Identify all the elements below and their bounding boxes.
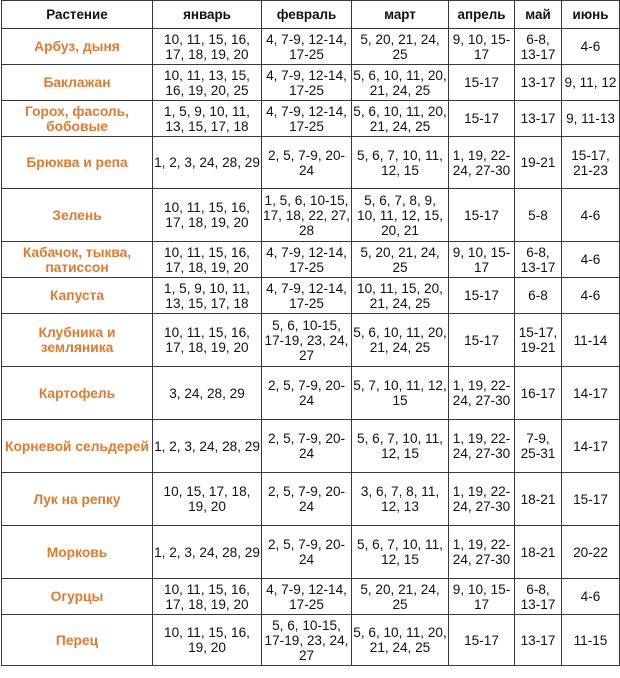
dates-cell-feb: 2, 5, 7-9, 20-24 bbox=[262, 420, 352, 473]
dates-cell-may: 6-8, 13-17 bbox=[515, 579, 562, 615]
dates-cell-mar: 5, 6, 10, 11, 20, 21, 24, 25 bbox=[352, 615, 449, 666]
dates-cell-feb: 5, 6, 10-15, 17-19, 23, 24, 27 bbox=[262, 314, 352, 367]
dates-cell-may: 18-21 bbox=[515, 473, 562, 526]
dates-cell-feb: 4, 7-9, 12-14, 17-25 bbox=[262, 242, 352, 278]
dates-cell-jun: 14-17 bbox=[562, 367, 620, 420]
table-row bbox=[2, 242, 620, 278]
plant-name-cell: Брюква и репа bbox=[2, 137, 153, 189]
header-april: апрель bbox=[449, 1, 515, 29]
dates-cell-mar: 5, 6, 7, 10, 11, 12, 15 bbox=[352, 420, 449, 473]
header-plant: Растение bbox=[2, 1, 153, 29]
dates-cell-jan: 1, 2, 3, 24, 28, 29 bbox=[153, 420, 262, 473]
dates-cell-apr: 15-17 bbox=[449, 65, 515, 101]
dates-cell-jun: 4-6 bbox=[562, 579, 620, 615]
plant-name-cell: Горох, фасоль, бобовые bbox=[2, 101, 153, 137]
dates-cell-apr: 15-17 bbox=[449, 189, 515, 242]
dates-cell-jun: 11-15 bbox=[562, 615, 620, 666]
dates-cell-apr: 15-17 bbox=[449, 278, 515, 314]
dates-cell-feb: 2, 5, 7-9, 20-24 bbox=[262, 367, 352, 420]
dates-cell-apr: 15-17 bbox=[449, 314, 515, 367]
sowing-calendar-table bbox=[1, 0, 620, 666]
dates-cell-mar: 5, 20, 21, 24, 25 bbox=[352, 29, 449, 65]
dates-cell-mar: 5, 20, 21, 24, 25 bbox=[352, 242, 449, 278]
table-row bbox=[2, 137, 620, 189]
header-row bbox=[2, 1, 620, 29]
dates-cell-jun: 11-14 bbox=[562, 314, 620, 367]
dates-cell-feb: 2, 5, 7-9, 20-24 bbox=[262, 526, 352, 579]
dates-cell-mar: 5, 6, 10, 11, 20, 21, 24, 25 bbox=[352, 65, 449, 101]
dates-cell-apr: 9, 10, 15-17 bbox=[449, 29, 515, 65]
dates-cell-apr: 1, 19, 22-24, 27-30 bbox=[449, 473, 515, 526]
dates-cell-jun: 9, 11, 12 bbox=[562, 65, 620, 101]
table-row bbox=[2, 579, 620, 615]
dates-cell-mar: 10, 11, 15, 20, 21, 24, 25 bbox=[352, 278, 449, 314]
header-january: январь bbox=[153, 1, 262, 29]
plant-name-cell: Кабачок, тыква, патиссон bbox=[2, 242, 153, 278]
dates-cell-feb: 2, 5, 7-9, 20-24 bbox=[262, 473, 352, 526]
dates-cell-mar: 5, 20, 21, 24, 25 bbox=[352, 579, 449, 615]
dates-cell-may: 18-21 bbox=[515, 526, 562, 579]
dates-cell-jan: 10, 11, 15, 16, 17, 18, 19, 20 bbox=[153, 29, 262, 65]
dates-cell-apr: 9, 10, 15-17 bbox=[449, 579, 515, 615]
table-row bbox=[2, 189, 620, 242]
dates-cell-may: 6-8 bbox=[515, 278, 562, 314]
dates-cell-jan: 1, 2, 3, 24, 28, 29 bbox=[153, 137, 262, 189]
header-march: март bbox=[352, 1, 449, 29]
dates-cell-jun: 4-6 bbox=[562, 242, 620, 278]
dates-cell-may: 16-17 bbox=[515, 367, 562, 420]
dates-cell-jan: 10, 11, 15, 16, 17, 18, 19, 20 bbox=[153, 189, 262, 242]
dates-cell-mar: 5, 6, 7, 8, 9, 10, 11, 12, 15, 20, 21 bbox=[352, 189, 449, 242]
dates-cell-may: 13-17 bbox=[515, 65, 562, 101]
dates-cell-jan: 10, 11, 15, 16, 17, 18, 19, 20 bbox=[153, 242, 262, 278]
dates-cell-feb: 5, 6, 10-15, 17-19, 23, 24, 27 bbox=[262, 615, 352, 666]
dates-cell-jun: 4-6 bbox=[562, 189, 620, 242]
dates-cell-jun: 20-22 bbox=[562, 526, 620, 579]
table-row bbox=[2, 65, 620, 101]
dates-cell-jun: 15-17, 21-23 bbox=[562, 137, 620, 189]
dates-cell-feb: 4, 7-9, 12-14, 17-25 bbox=[262, 579, 352, 615]
dates-cell-apr: 9, 10, 15-17 bbox=[449, 242, 515, 278]
dates-cell-mar: 5, 6, 7, 10, 11, 12, 15 bbox=[352, 137, 449, 189]
dates-cell-apr: 1, 19, 22-24, 27-30 bbox=[449, 526, 515, 579]
dates-cell-may: 7-9, 25-31 bbox=[515, 420, 562, 473]
plant-name-cell: Баклажан bbox=[2, 65, 153, 101]
dates-cell-jan: 10, 15, 17, 18, 19, 20 bbox=[153, 473, 262, 526]
dates-cell-apr: 1, 19, 22-24, 27-30 bbox=[449, 420, 515, 473]
dates-cell-may: 5-8 bbox=[515, 189, 562, 242]
dates-cell-jun: 4-6 bbox=[562, 278, 620, 314]
dates-cell-jan: 10, 11, 15, 16, 17, 18, 19, 20 bbox=[153, 579, 262, 615]
dates-cell-jun: 4-6 bbox=[562, 29, 620, 65]
dates-cell-mar: 3, 6, 7, 8, 11, 12, 13 bbox=[352, 473, 449, 526]
header-may: май bbox=[515, 1, 562, 29]
dates-cell-jan: 1, 5, 9, 10, 11, 13, 15, 17, 18 bbox=[153, 101, 262, 137]
dates-cell-jan: 1, 5, 9, 10, 11, 13, 15, 17, 18 bbox=[153, 278, 262, 314]
header-june: июнь bbox=[562, 1, 620, 29]
dates-cell-jan: 10, 11, 13, 15, 16, 19, 20, 25 bbox=[153, 65, 262, 101]
plant-name-cell: Морковь bbox=[2, 526, 153, 579]
table-row bbox=[2, 101, 620, 137]
table-row bbox=[2, 314, 620, 367]
table-row bbox=[2, 473, 620, 526]
dates-cell-feb: 4, 7-9, 12-14, 17-25 bbox=[262, 101, 352, 137]
dates-cell-feb: 1, 5, 6, 10-15, 17, 18, 22, 27, 28 bbox=[262, 189, 352, 242]
dates-cell-may: 19-21 bbox=[515, 137, 562, 189]
dates-cell-jan: 10, 11, 15, 16, 17, 18, 19, 20 bbox=[153, 314, 262, 367]
dates-cell-mar: 5, 6, 7, 10, 11, 12, 15 bbox=[352, 526, 449, 579]
dates-cell-jun: 14-17 bbox=[562, 420, 620, 473]
table-row bbox=[2, 526, 620, 579]
plant-name-cell: Перец bbox=[2, 615, 153, 666]
dates-cell-mar: 5, 7, 10, 11, 12, 15 bbox=[352, 367, 449, 420]
table-row bbox=[2, 615, 620, 666]
plant-name-cell: Картофель bbox=[2, 367, 153, 420]
plant-name-cell: Капуста bbox=[2, 278, 153, 314]
dates-cell-apr: 1, 19, 22-24, 27-30 bbox=[449, 137, 515, 189]
table-row bbox=[2, 278, 620, 314]
dates-cell-jun: 9, 11-13 bbox=[562, 101, 620, 137]
plant-name-cell: Зелень bbox=[2, 189, 153, 242]
dates-cell-may: 13-17 bbox=[515, 615, 562, 666]
dates-cell-jun: 15-17 bbox=[562, 473, 620, 526]
plant-name-cell: Лук на репку bbox=[2, 473, 153, 526]
dates-cell-feb: 2, 5, 7-9, 20-24 bbox=[262, 137, 352, 189]
dates-cell-apr: 15-17 bbox=[449, 101, 515, 137]
table-row bbox=[2, 420, 620, 473]
dates-cell-jan: 1, 2, 3, 24, 28, 29 bbox=[153, 526, 262, 579]
plant-name-cell: Огурцы bbox=[2, 579, 153, 615]
plant-name-cell: Клубника и земляника bbox=[2, 314, 153, 367]
dates-cell-may: 6-8, 13-17 bbox=[515, 29, 562, 65]
dates-cell-may: 13-17 bbox=[515, 101, 562, 137]
table-row bbox=[2, 29, 620, 65]
dates-cell-feb: 4, 7-9, 12-14, 17-25 bbox=[262, 65, 352, 101]
dates-cell-may: 15-17, 19-21 bbox=[515, 314, 562, 367]
dates-cell-mar: 5, 6, 10, 11, 20, 21, 24, 25 bbox=[352, 314, 449, 367]
plant-name-cell: Арбуз, дыня bbox=[2, 29, 153, 65]
plant-name-cell: Корневой сельдерей bbox=[2, 420, 153, 473]
dates-cell-apr: 1, 19, 22-24, 27-30 bbox=[449, 367, 515, 420]
header-february: февраль bbox=[262, 1, 352, 29]
dates-cell-jan: 10, 11, 15, 16, 19, 20 bbox=[153, 615, 262, 666]
table-row bbox=[2, 367, 620, 420]
dates-cell-feb: 4, 7-9, 12-14, 17-25 bbox=[262, 29, 352, 65]
dates-cell-apr: 15-17 bbox=[449, 615, 515, 666]
dates-cell-jan: 3, 24, 28, 29 bbox=[153, 367, 262, 420]
dates-cell-mar: 5, 6, 10, 11, 20, 21, 24, 25 bbox=[352, 101, 449, 137]
dates-cell-may: 6-8, 13-17 bbox=[515, 242, 562, 278]
dates-cell-feb: 4, 7-9, 12-14, 17-25 bbox=[262, 278, 352, 314]
